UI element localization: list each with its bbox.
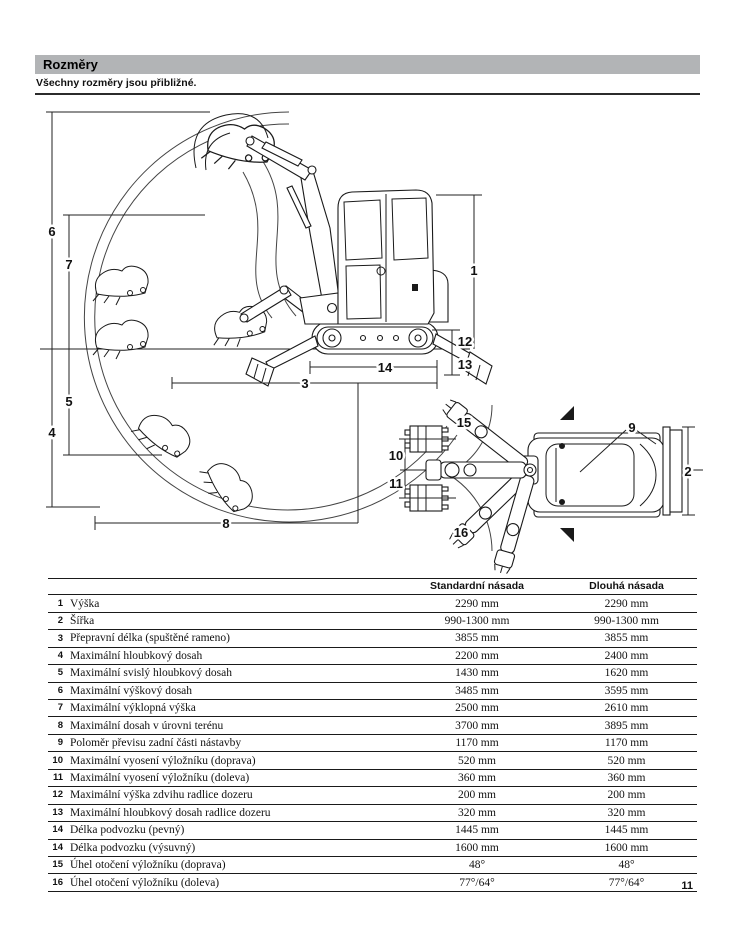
table-row: 10 Maximální vyosení výložníku (doprava) 520 mm 520 mm (48, 752, 697, 769)
table-row: 8 Maximální dosah v úrovni terénu 3700 mm 3895 mm (48, 717, 697, 734)
callout-16: 16 (453, 525, 469, 540)
page-title: Rozměry (43, 57, 98, 72)
header-rule (35, 93, 700, 95)
table-row: 5 Maximální svislý hloubkový dosah 1430 mm 1620 mm (48, 665, 697, 682)
column-header-standard: Standardní násada (430, 580, 524, 593)
page-subtitle: Všechny rozměry jsou přibližné. (36, 77, 197, 89)
callout-3: 3 (301, 376, 309, 391)
callout-8: 8 (222, 516, 230, 531)
table-row: 3 Přepravní délka (spuštěné rameno) 3855 mm 3855 mm (48, 630, 697, 647)
boom-swing-positions (426, 397, 537, 575)
tracks (312, 322, 438, 354)
callout-5: 5 (65, 394, 73, 409)
callout-4: 4 (48, 425, 56, 440)
table-row: 16 Úhel otočení výložníku (doleva) 77°/64° 77°/64° (48, 874, 697, 891)
table-row: 6 Maximální výškový dosah 3485 mm 3595 mm (48, 682, 697, 699)
table-row: 11 Maximální vyosení výložníku (doleva) 360 mm 360 mm (48, 769, 697, 786)
dimensions-table (48, 578, 697, 892)
table-row: 2 Šířka 990-1300 mm 990-1300 mm (48, 612, 697, 629)
callout-15: 15 (456, 415, 472, 430)
callout-1: 1 (470, 263, 478, 278)
table-header-row (48, 579, 697, 595)
callout-9: 9 (628, 420, 636, 435)
table-row: 15 Úhel otočení výložníku (doprava) 48° 48° (48, 856, 697, 873)
table-row: 14 Délka podvozku (pevný) 1445 mm 1445 mm (48, 822, 697, 839)
callout-2: 2 (684, 464, 692, 479)
table-row: 12 Maximální výška zdvihu radlice dozeru 200 mm 200 mm (48, 787, 697, 804)
callout-7: 7 (65, 257, 73, 272)
dimensions-diagram (0, 108, 735, 576)
table-row: 9 Poloměr převisu zadní části nástavby 1170 mm 1170 mm (48, 734, 697, 751)
table-row: 1 Výška 2290 mm 2290 mm (48, 595, 697, 612)
callout-14: 14 (377, 360, 393, 375)
callout-10: 10 (388, 448, 404, 463)
column-header-long: Dlouhá násada (589, 580, 664, 593)
callout-12: 12 (457, 334, 473, 349)
page-number: 11 (681, 880, 693, 892)
excavator-top-view (399, 397, 703, 575)
callout-13: 13 (457, 357, 473, 372)
table-row: 14 Délka podvozku (výsuvný) 1600 mm 1600 mm (48, 839, 697, 856)
boom-pivot (328, 304, 337, 313)
callout-6: 6 (48, 224, 56, 239)
section-header-bar (35, 55, 700, 74)
table-row: 7 Maximální výklopná výška 2500 mm 2610 mm (48, 700, 697, 717)
table-row: 13 Maximální hloubkový dosah radlice dozeru 320 mm 320 mm (48, 804, 697, 821)
table-row: 4 Maximální hloubkový dosah 2200 mm 2400 mm (48, 647, 697, 664)
callout-11: 11 (389, 476, 403, 491)
cab (338, 190, 434, 324)
